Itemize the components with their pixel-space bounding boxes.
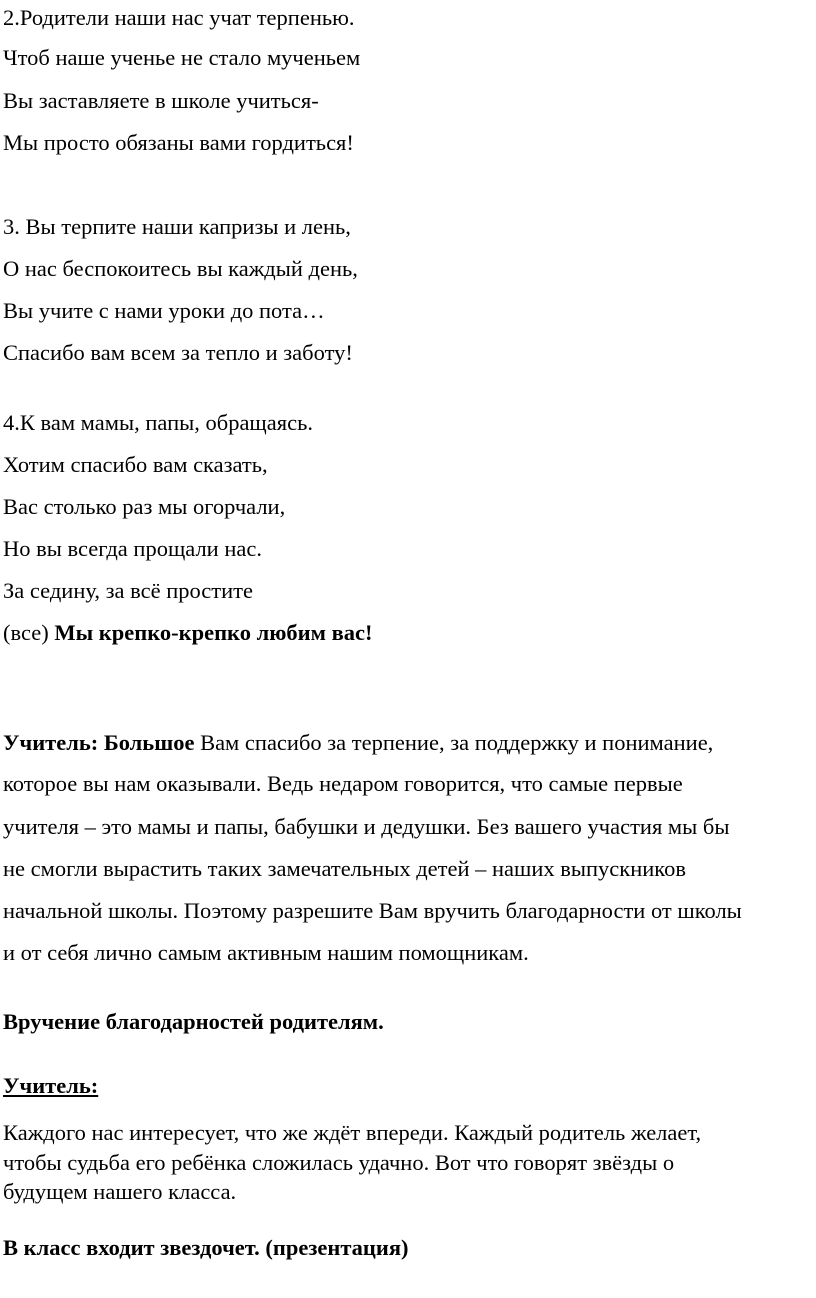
verse4-line6-bold: Мы крепко-крепко любим вас! [54, 620, 373, 645]
teacher-speech1-line6: и от себя лично самым активным нашим помощникам. [3, 940, 529, 965]
teacher-speech2-line3: будущем нашего класса. [3, 1179, 237, 1204]
verse2-line3: Вы заставляете в школе учиться- [3, 88, 319, 113]
award-heading: Вручение благодарностей родителям. [3, 1009, 384, 1034]
teacher-speech1-line2: которое вы нам оказывали. Ведь недаром говорится, что самые первые [3, 771, 683, 796]
verse2-line2: Чтоб наше ученье не стало мученьем [3, 45, 361, 70]
teacher-speech2-line1: Каждого нас интересует, что же ждёт впереди. Каждый родитель желает, [3, 1120, 702, 1145]
verse4-line5: За седину, за всё простите [3, 578, 253, 603]
teacher-speech2-line2: чтобы судьба его ребёнка сложилась удачно. Вот что говорят звёзды о [3, 1150, 675, 1175]
verse4-line4: Но вы всегда прощали нас. [3, 536, 262, 561]
verse3-line3: Вы учите с нами уроки до пота… [3, 298, 325, 323]
verse3-line1: 3. Вы терпите наши капризы и лень, [3, 214, 351, 239]
verse4-line6-prefix: (все) [3, 620, 55, 645]
teacher-speech2-speaker: Учитель: [3, 1073, 99, 1098]
teacher-speech1-line1-rest: Вам спасибо за терпение, за поддержку и понимание, [194, 730, 714, 755]
verse3-line4: Спасибо вам всем за тепло и заботу! [3, 340, 353, 365]
teacher-speech1-line5: начальной школы. Поэтому разрешите Вам вручить благодарности от школы [3, 898, 742, 923]
teacher-speech1-speaker: Учитель: Большое [3, 730, 195, 755]
verse4-line6 [3, 620, 372, 646]
teacher-speech1-line4: не смогли вырастить таких замечательных детей – наших выпускников [3, 856, 686, 881]
verse2-line4: Мы просто обязаны вами гордиться! [3, 130, 354, 155]
teacher-speech1-line1 [3, 730, 713, 756]
final-heading: В класс входит звездочет. (презентация) [3, 1235, 409, 1260]
verse2-line1: 2.Родители наши нас учат терпенью. [3, 5, 355, 30]
verse3-line2: О нас беспокоитесь вы каждый день, [3, 256, 358, 281]
verse4-line3: Вас столько раз мы огорчали, [3, 494, 286, 519]
verse4-line2: Хотим спасибо вам сказать, [3, 452, 268, 477]
verse4-line1: 4.К вам мамы, папы, обращаясь. [3, 410, 313, 435]
teacher-speech1-line3: учителя – это мамы и папы, бабушки и дедушки. Без вашего участия мы бы [3, 814, 730, 839]
